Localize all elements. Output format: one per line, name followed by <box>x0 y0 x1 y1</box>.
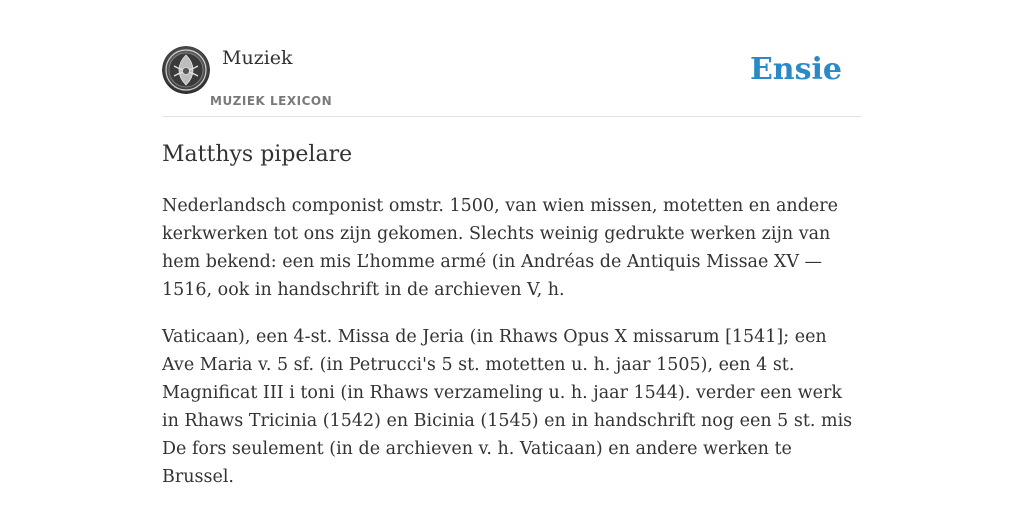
article-title: Matthys pipelare <box>162 142 353 167</box>
source-avatar[interactable] <box>162 46 210 94</box>
article-paragraph: Vaticaan), een 4-st. Missa de Jeria (in Rhaws Opus X missarum [1541]; een Ave Maria v. 5 sf. (in Petrucci's 5 st. motetten u. h. jaar 1505), een 4 st. Magnificat III i toni (in Rhaws verzameling u. h. jaar 1544). verder een werk in Rhaws Tricinia (1542) en Bicinia (1545) en in handschrift nog een 5 st. mis De fors seulement (in de archieven v. h. Vaticaan) en andere werken te Brussel. <box>162 327 853 487</box>
header <box>162 40 862 117</box>
source-title[interactable]: Muziek <box>222 47 293 69</box>
brand-logo[interactable]: Ensie <box>749 52 842 87</box>
article-paragraph: Nederlandsch componist omstr. 1500, van wien missen, motetten en andere kerkwerken tot ons zijn gekomen. Slechts weinig gedrukte werken zijn van hem bekend: een mis L’homme armé (in Andréas de Antiquis Missae XV — 1516, ook in handschrift in de archieven V, h. <box>162 196 838 300</box>
source-subtitle: MUZIEK LEXICON <box>210 94 333 108</box>
emblem-icon <box>162 46 210 94</box>
article-body <box>162 192 862 510</box>
